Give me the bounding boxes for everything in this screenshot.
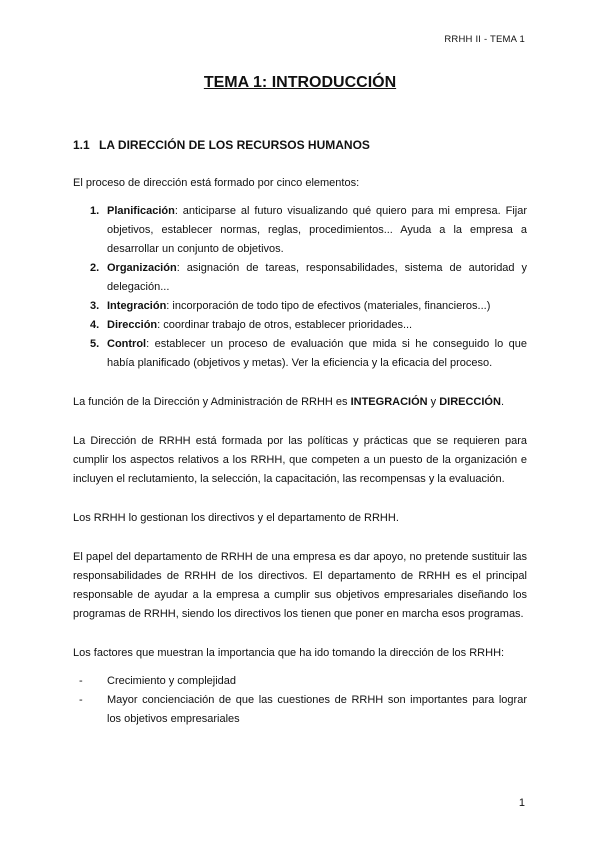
list-item-planificacion — [73, 202, 527, 259]
list-text: : asignación de tareas, responsabilidades, sistema de autoridad y delegación... — [107, 262, 527, 293]
function-text-before: La función de la Dirección y Administración de RRHH es — [73, 396, 351, 408]
list-item-direccion — [73, 316, 527, 335]
factor-text: Mayor concienciación de que las cuestiones de RRHH son importantes para lograr los objetivos empresariales — [107, 694, 527, 725]
list-marker: 3. — [90, 300, 100, 312]
list-text: : coordinar trabajo de otros, establecer prioridades... — [157, 319, 413, 331]
managed-by-paragraph: Los RRHH lo gestionan los directivos y el departamento de RRHH. — [73, 512, 399, 524]
body-text — [73, 174, 527, 729]
list-item-control — [73, 335, 527, 373]
list-marker: 4. — [90, 319, 100, 331]
page-title: TEMA 1: INTRODUCCIÓN — [203, 74, 397, 91]
list-marker: 2. — [90, 262, 100, 274]
list-item-factor — [73, 672, 527, 691]
function-text-after: . — [500, 396, 504, 408]
direction-rrhh-paragraph: La Dirección de RRHH está formada por las políticas y prácticas que se requieren para cumplir los aspectos relativos a los RRHH, que competen a un puesto de la organización e incluyen el reclutamiento, la selección, la capacitación, las recompensas y la evaluación. — [73, 435, 527, 485]
intro-paragraph: El proceso de dirección está formado por cinco elementos: — [73, 177, 360, 189]
section-title: LA DIRECCIÓN DE LOS RECURSOS HUMANOS — [99, 138, 370, 152]
list-text: : incorporación de todo tipo de efectivos (materiales, financieros...) — [166, 300, 491, 312]
list-dash: - — [79, 694, 83, 706]
list-text: : anticiparse al futuro visualizando qué quiero para mi empresa. Fijar objetivos, establecer normas, reglas, procedimientos... Ayuda a la empresa a desarrollar un conjunto de objetivos. — [107, 205, 527, 255]
list-marker: 5. — [90, 338, 100, 350]
list-dash: - — [79, 675, 83, 687]
integracion-emphasis: INTEGRACIÓN — [350, 396, 428, 408]
section-heading — [73, 136, 370, 154]
factors-list — [73, 672, 527, 729]
factor-text: Crecimiento y complejidad — [107, 675, 236, 687]
list-item-factor — [73, 691, 527, 729]
direccion-emphasis: DIRECCIÓN — [439, 396, 501, 408]
list-term: Organización — [107, 262, 177, 274]
section-number: 1.1 — [73, 138, 90, 152]
list-item-organizacion — [73, 259, 527, 297]
list-term: Dirección — [107, 319, 158, 331]
elements-list — [73, 202, 527, 373]
page-number: 1 — [518, 797, 525, 809]
department-role-paragraph: El papel del departamento de RRHH de una empresa es dar apoyo, no pretende sustituir las responsabilidades de RRHH de los directivos. El departamento de RRHH es el principal responsable de ayudar a la empresa a cumplir sus objetivos empresariales diseñando los programas de RRHH, siendo los directivos los tienen que poner en marcha esos programas. — [73, 551, 527, 620]
list-term: Integración — [107, 300, 167, 312]
function-paragraph — [73, 393, 527, 412]
factors-intro-paragraph: Los factores que muestran la importancia que ha ido tomando la dirección de los RRHH: — [73, 647, 505, 659]
list-text: : establecer un proceso de evaluación que mida si he conseguido lo que había planificado (objetivos y metas). Ver la eficiencia y la eficacia del proceso. — [107, 338, 527, 369]
list-marker: 1. — [90, 205, 100, 217]
running-header: RRHH II - TEMA 1 — [444, 34, 525, 45]
list-term: Planificación — [107, 205, 175, 217]
list-term: Control — [107, 338, 147, 350]
function-text-middle: y — [427, 396, 440, 408]
list-item-integracion — [73, 297, 527, 316]
